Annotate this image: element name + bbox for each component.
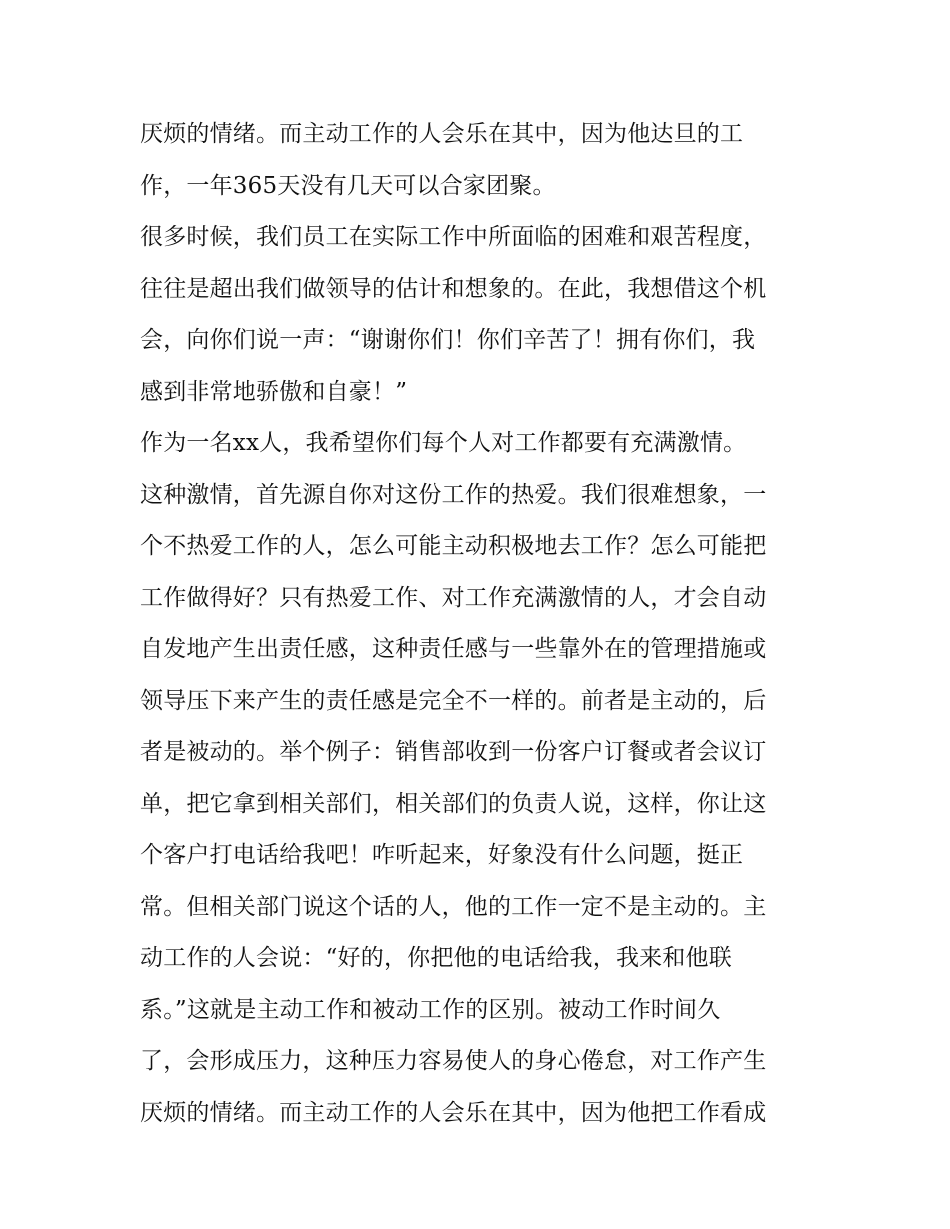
body-text: [140, 109, 820, 1139]
text-line: 常。但相关部门说这个话的人，他的工作一定不是主动的。主: [140, 893, 767, 920]
text-line: 很多时候，我们员工在实际工作中所面临的困难和艰苦程度，: [140, 224, 767, 250]
text-line: 个不热爱工作的人，怎么可能主动积极地去工作？怎么可能把: [140, 533, 767, 559]
text-line: 工作做得好？只有热爱工作、对工作充满激情的人，才会自动: [140, 584, 767, 611]
text-line: 这种激情，首先源自你对这份工作的热爱。我们很难想象，一: [140, 481, 767, 508]
text-line: 单，把它拿到相关部们，相关部们的负责人说，这样，你让这: [140, 790, 767, 817]
text-line: 了，会形成压力，这种压力容易使人的身心倦怠，对工作产生: [140, 1048, 767, 1074]
text-line: 作为一名xx人，我希望你们每个人对工作都要有充满激情。: [140, 430, 747, 456]
text-line: 系。”这就是主动工作和被动工作的区别。被动工作时间久: [140, 996, 721, 1023]
text-line: 作，一年365天没有几天可以合家团聚。: [140, 172, 556, 199]
text-line: 者是被动的。举个例子：销售部收到一份客户订餐或者会议订: [140, 739, 767, 765]
text-line: 厌烦的情绪。而主动工作的人会乐在其中，因为他把工作看成: [140, 1099, 767, 1126]
text-line: 会，向你们说一声：“谢谢你们！你们辛苦了！拥有你们，我: [140, 327, 756, 353]
text-line: 厌烦的情绪。而主动工作的人会乐在其中，因为他达旦的工: [140, 121, 744, 147]
text-line: 感到非常地骄傲和自豪！”: [140, 378, 408, 405]
text-line: 领导压下来产生的责任感是完全不一样的。前者是主动的，后: [140, 687, 767, 714]
text-line: 自发地产生出责任感，这种责任感与一些靠外在的管理措施或: [140, 636, 767, 662]
text-line: 往往是超出我们做领导的估计和想象的。在此，我想借这个机: [140, 275, 767, 302]
text-line: 动工作的人会说：“好的，你把他的电话给我，我来和他联: [140, 945, 732, 971]
text-line: 个客户打电话给我吧！咋听起来，好象没有什么问题，挺正: [140, 842, 744, 868]
